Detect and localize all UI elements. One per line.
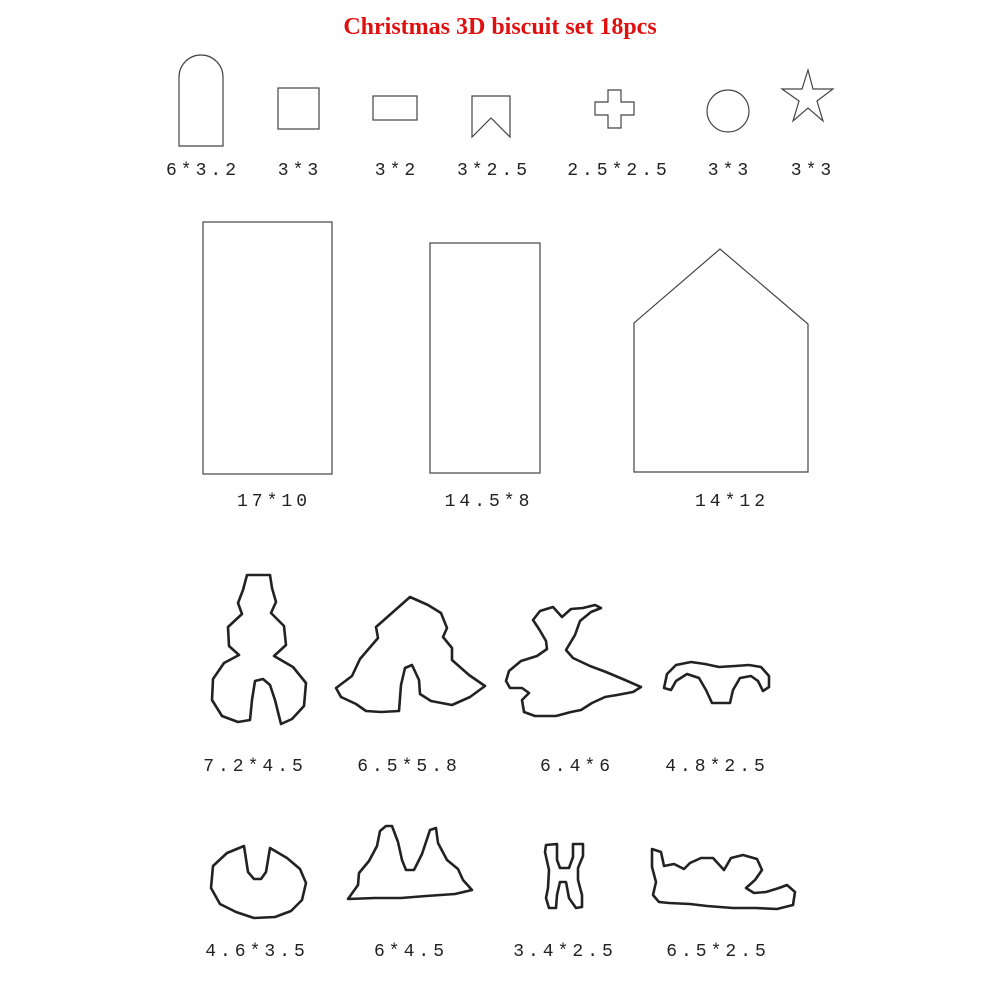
- size-label-house: 14*12: [694, 492, 770, 512]
- size-label-star: 3*3: [790, 161, 836, 181]
- size-label-u-piece: 4.6*3.5: [205, 942, 309, 962]
- small-rect-outline: [373, 96, 417, 120]
- arch-piece-outline: [664, 662, 769, 703]
- size-label-h-piece: 3.4*2.5: [513, 942, 617, 962]
- arch-outline: [179, 55, 223, 146]
- size-label-arch: 6*3.2: [165, 161, 241, 181]
- u-piece-outline: [211, 846, 306, 918]
- size-label-sleigh: 6.5*2.5: [666, 942, 770, 962]
- size-label-banner: 3*2.5: [456, 161, 532, 181]
- size-label-cross: 2.5*2.5: [567, 161, 671, 181]
- reindeer-outline: [506, 605, 641, 716]
- star-outline: [782, 70, 833, 121]
- size-label-reindeer: 6.4*6: [539, 757, 615, 777]
- size-label-small-rect: 3*2: [374, 161, 420, 181]
- snowman-outline: [212, 575, 306, 724]
- cross-outline: [595, 90, 634, 128]
- size-label-snowman: 7.2*4.5: [203, 757, 307, 777]
- house-outline: [634, 249, 808, 472]
- size-label-tree: 6.5*5.8: [357, 757, 461, 777]
- banner-outline: [472, 96, 510, 137]
- circle-outline: [707, 90, 749, 132]
- medium-rect-outline: [430, 243, 540, 473]
- h-piece-outline: [545, 844, 583, 908]
- size-label-large-rect: 17*10: [236, 492, 312, 512]
- large-rect-outline: [203, 222, 332, 474]
- square-outline: [278, 88, 319, 129]
- size-label-tree-stand: 6*4.5: [373, 942, 449, 962]
- size-label-circle: 3*3: [707, 161, 753, 181]
- tree-outline: [336, 597, 485, 712]
- size-label-medium-rect: 14.5*8: [444, 492, 534, 512]
- page-title: Christmas 3D biscuit set 18pcs: [343, 14, 657, 40]
- size-label-arch-piece: 4.8*2.5: [665, 757, 769, 777]
- size-label-square: 3*3: [277, 161, 323, 181]
- tree-stand-outline: [348, 826, 472, 899]
- sleigh-outline: [652, 849, 795, 909]
